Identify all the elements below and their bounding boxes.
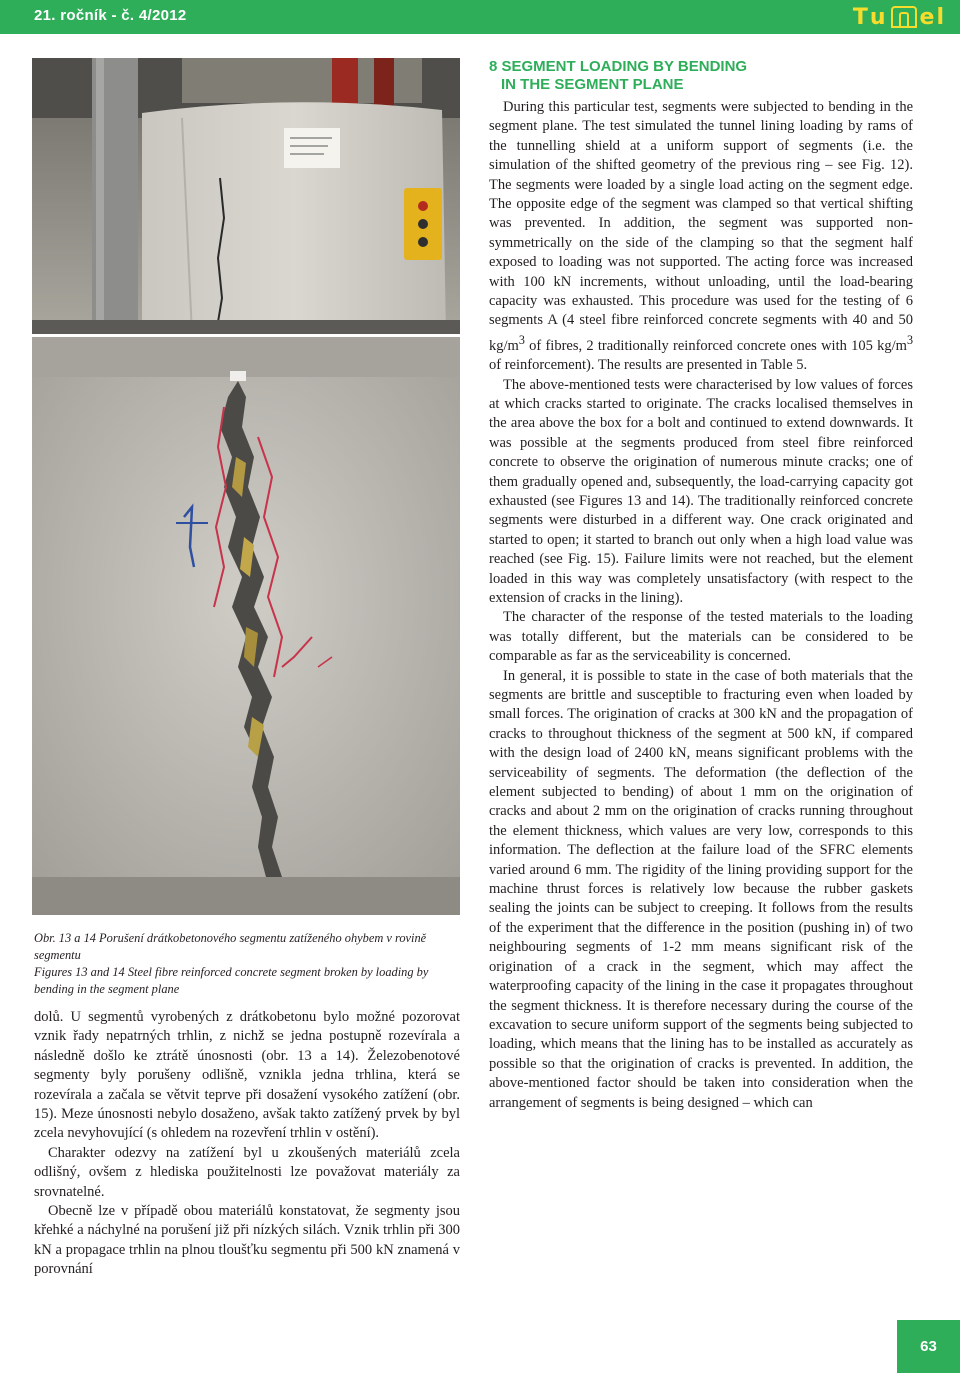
left-paragraph-2: Charakter odezvy na zatížení byl u zkoušených materiálů zcela odlišný, ovšem z hlediska použitelnosti lze považovat materiály za srovnatelné. — [34, 1144, 460, 1200]
logo-letter-e: e — [919, 4, 937, 30]
page-number: 63 — [897, 1320, 960, 1373]
right-paragraph-4: In general, it is possible to state in the case of both materials that the segments are brittle and susceptible to fracturing even when loaded by small forces. The origination of cracks at 300 kN and the propagation of cracks to throughout thickness of the segment at 500 kN, if compared with the design load of 2400 kN, means significant problems with the serviceability of segments. The deformation (the deflection of the element subjected to bending) of about 1 mm on the origination of cracks and about 2 mm on the origination of cracks running throughout the element thickness, which values are very low, corresponds to this information. The deflection at the failure load of the SFRC elements varied around 6 mm. The rigidity of the lining providing support for the machine thrust forces is relatively low because the rubber gaskets sealing the joints can be subject to creeping. It follows from the results of the experiment that the difference in the position (pushing in) of two neighbouring segments of 1-2 mm means significant risk of the origination of a crack in the segment, which may affect the waterproofing capacity of the lining in the case it propagates throughout the segment thickness. It is therefore necessary during the course of the excavation to secure uniform support of the segments being subjected to loading, which means that the lining has to be installed as accurately as possible so that the origination of cracks is prevented. In addition, the above-mentioned factor should be taken into consideration when the arrangement of segments is being designed – which can — [489, 667, 913, 1111]
section-heading-line-1: 8 SEGMENT LOADING BY BENDING — [489, 58, 748, 75]
figure-caption-english: Figures 13 and 14 Steel fibre reinforced concrete segment broken by loading by bending in the segment plane — [34, 965, 429, 996]
section-heading — [489, 58, 913, 94]
figure-14-photo — [32, 337, 460, 915]
page-header-bar — [0, 0, 960, 34]
right-paragraph-1-part-c: of reinforcement). The results are presented in Table 5. — [489, 357, 808, 374]
right-paragraph-2: The above-mentioned tests were characterised by low values of forces at which cracks started to originate. The cracks localised themselves in the area above the box for a bolt and continued to extend downwards. It was possible at the segments produced from steel fibre reinforced concrete to observe the origination of numerous minute cracks; one of them gradually opened and, subsequently, the load-carrying capacity got exhausted (see Figures 13 and 14). The traditionally reinforced concrete segments were disturbed in a different way. One crack originated and started to open; it started to branch out only when a high load value was reached (see Fig. 15). Failure limits were not reached, but the element loaded in this way was completely unsatisfactory (with respect to the extension of cracks in the lining). — [489, 376, 913, 606]
figure-caption — [34, 930, 460, 998]
logo-letter-t: T — [852, 4, 870, 30]
superscript-cubed-1: 3 — [518, 332, 525, 347]
logo-letter-l: l — [936, 4, 946, 30]
journal-logo — [853, 3, 946, 31]
figure-caption-czech: Obr. 13 a 14 Porušení drátkobetonového segmentu zatíženého ohybem v rovině segmentu — [34, 931, 427, 962]
figure-13-photo — [32, 58, 460, 334]
issue-label: 21. ročník - č. 4/2012 — [34, 7, 187, 24]
left-column-text — [34, 1008, 460, 1280]
logo-letter-u: u — [869, 4, 888, 30]
right-paragraph-1-part-a: During this particular test, segments were subjected to bending in the segment plane. The test simulated the tunnel lining loading by rams of the tunnelling shield at a uniform support of segments (i.e. the simulation of the shifted geometry of the previous ring – see Fig. 12). The segments were loaded by a single load acting on the segment edge. The opposite edge of the segment was clamped so that vertical shifting was prevented. In addition, the segment was supported non-symmetrically on the side of the clamping so that the segment half exposed to loading was not supported. The acting force was increased with 100 kN increments, without unloading, until the load-bearing capacity was exhausted. This procedure was used for the testing of 6 segments A (4 steel fibre reinforced concrete segments with 40 and 50 kg/m — [489, 99, 913, 354]
right-paragraph-1 — [489, 98, 913, 376]
section-heading-line-2: IN THE SEGMENT PLANE — [501, 76, 684, 93]
logo-tunnel-icon — [891, 6, 917, 28]
superscript-cubed-2: 3 — [906, 332, 913, 347]
left-paragraph-3: Obecně lze v případě obou materiálů konstatovat, že segmenty jsou křehké a náchylné na porušení již při nízkých silách. Vznik trhlin při 300 kN a propagace trhlin na plnou tloušťku segmentu při 500 kN znamená v porovnání — [34, 1203, 460, 1278]
left-paragraph-1: dolů. U segmentů vyrobených z drátkobetonu bylo možné pozorovat vznik řady nepatrných trhlin, z nichž se jedna postupně rozevírala a následně došlo ke ztrátě únosnosti (obr. 13 a 14). Železobenotové segmenty byly porušeny odlišně, vznikla jedna trhlina, která se rozevírala a začala se větvit teprve při dosažení vysokého zatížení (obr. 15). Meze únosnosti nebylo dosaženo, avšak takto zatížený prvek by byl zcela nevyhovující (s ohledem na rozevření trhlin v ostění). — [34, 1009, 460, 1142]
right-column-text — [489, 58, 913, 1113]
right-paragraph-3: The character of the response of the tested materials to the loading was totally different, but the materials can be considered to be comparable as far as the serviceability is concerned. — [489, 609, 913, 665]
right-paragraph-1-part-b: of fibres, 2 traditionally reinforced concrete ones with 105 kg/m — [524, 337, 907, 354]
